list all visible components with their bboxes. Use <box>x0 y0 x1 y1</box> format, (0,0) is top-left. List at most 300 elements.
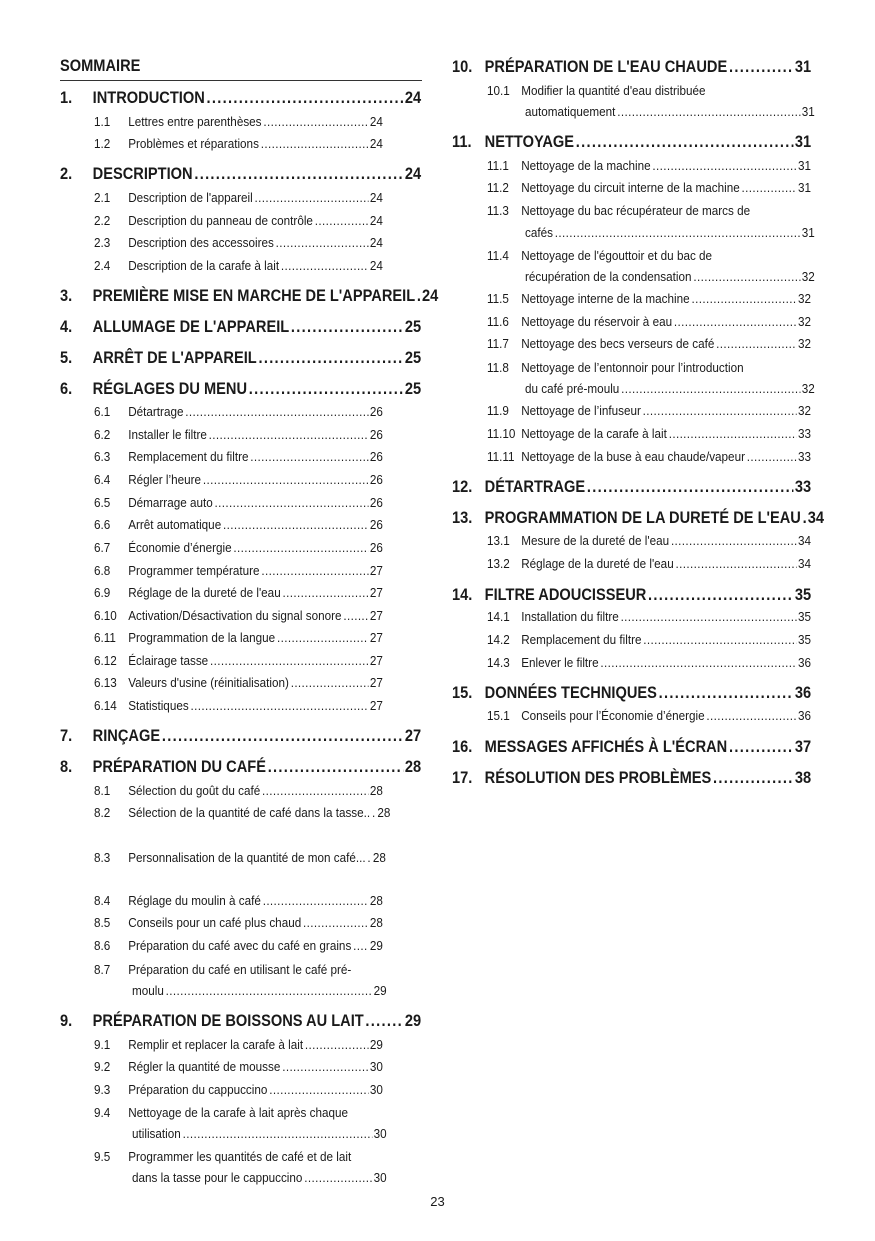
subsection-number: 2.1 <box>94 190 111 205</box>
section-number: 17. <box>452 768 473 787</box>
subsection-title: Modifier la quantité d'eau distribuée <box>521 83 706 98</box>
dot-leader <box>587 477 793 497</box>
subsection-page: 32 <box>801 381 815 396</box>
toc-section-entry[interactable] <box>60 757 421 777</box>
subsection-page: 34 <box>797 556 811 571</box>
section-page: 34 <box>807 508 825 527</box>
subsection-title: Personnalisation de la quantité de mon café... <box>128 850 366 865</box>
subsection-page: 32 <box>797 314 811 329</box>
subsection-number: 11.3 <box>487 203 509 218</box>
subsection-title: Nettoyage de l'égouttoir et du bac de <box>521 248 713 263</box>
dot-leader <box>268 757 403 777</box>
toc-subsection-entry[interactable] <box>94 213 383 228</box>
section-page: 38 <box>794 768 812 787</box>
subsection-title: Activation/Désactivation du signal sonore <box>128 608 342 623</box>
subsection-number: 8.5 <box>94 915 111 930</box>
dot-leader <box>281 258 368 273</box>
toc-subsection-entry[interactable] <box>94 653 383 668</box>
toc-subsection-entry[interactable] <box>94 675 383 690</box>
toc-subsection-entry[interactable] <box>94 472 383 487</box>
toc-section-entry[interactable] <box>60 286 439 306</box>
section-title: PROGRAMMATION DE LA DURETÉ DE L'EAU <box>484 508 801 527</box>
section-number: 10. <box>452 57 473 76</box>
toc-section-entry[interactable] <box>60 1011 421 1031</box>
toc-section-entry[interactable] <box>60 379 421 399</box>
subsection-number: 14.3 <box>487 655 510 670</box>
dot-leader <box>303 915 368 930</box>
subsection-title: Remplacement du filtre <box>521 632 642 647</box>
subsection-title: Lettres entre parenthèses <box>128 114 262 129</box>
toc-subsection-entry[interactable] <box>487 203 811 218</box>
subsection-page: 30 <box>369 1059 383 1074</box>
toc-subsection-entry[interactable] <box>94 517 383 532</box>
dot-leader <box>576 132 793 152</box>
dot-leader <box>190 698 368 713</box>
subsection-page: 35 <box>797 632 811 647</box>
section-title: MESSAGES AFFICHÉS À L'ÉCRAN <box>484 737 728 756</box>
subsection-page: 26 <box>369 427 383 442</box>
subsection-number: 10.1 <box>487 83 510 98</box>
dot-leader <box>209 427 368 442</box>
section-number: 5. <box>60 348 73 367</box>
section-page: 33 <box>794 477 812 496</box>
subsection-number: 6.10 <box>94 608 117 623</box>
section-number: 4. <box>60 317 73 336</box>
dot-leader <box>417 286 420 306</box>
subsection-number: 6.6 <box>94 517 111 532</box>
subsection-number: 14.1 <box>487 609 510 624</box>
subsection-page: 30 <box>373 1170 387 1185</box>
section-title: RÉGLAGES DU MENU <box>92 379 248 398</box>
subsection-title: Arrêt automatique <box>128 517 222 532</box>
section-title: DESCRIPTION <box>92 164 193 183</box>
dot-leader <box>713 768 793 788</box>
dot-leader <box>203 472 368 487</box>
subsection-page: 30 <box>369 1082 383 1097</box>
toc-subsection-entry[interactable] <box>487 158 811 173</box>
dot-leader <box>315 213 368 228</box>
subsection-title: Mesure de la dureté de l'eau <box>521 533 670 548</box>
subsection-number: 6.8 <box>94 563 111 578</box>
subsection-page: 29 <box>369 1037 383 1052</box>
subsection-title: Conseils pour l’Économie d’énergie <box>521 708 705 723</box>
subsection-title: Économie d’énergie <box>128 540 232 555</box>
toc-subsection-entry[interactable] <box>94 427 383 442</box>
dot-leader <box>166 983 372 998</box>
dot-leader <box>659 683 794 703</box>
toc-subsection-entry[interactable] <box>94 962 383 977</box>
subsection-title: Nettoyage de la carafe à lait après chaque <box>128 1105 349 1120</box>
dot-leader <box>250 449 368 464</box>
subsection-number: 11.11 <box>487 449 515 464</box>
subsection-title: Description du panneau de contrôle <box>128 213 313 228</box>
dot-leader <box>621 609 797 624</box>
section-title: ARRÊT DE L'APPAREIL <box>92 348 257 367</box>
subsection-page: 33 <box>797 426 811 441</box>
dot-leader <box>674 314 796 329</box>
dot-leader <box>276 235 368 250</box>
section-number: 2. <box>60 164 73 183</box>
dot-leader <box>706 708 796 723</box>
toc-section-entry[interactable] <box>452 477 811 497</box>
dot-leader <box>643 403 796 418</box>
subsection-page: 27 <box>369 698 383 713</box>
toc-subsection-entry[interactable] <box>94 805 391 820</box>
toc-subsection-entry[interactable] <box>94 136 383 151</box>
subsection-title: Nettoyage du circuit interne de la machine <box>521 180 740 195</box>
subsection-number: 8.2 <box>94 805 111 820</box>
toc-subsection-entry[interactable] <box>487 314 811 329</box>
subsection-title: Problèmes et réparations <box>128 136 259 151</box>
toc-subsection-entry[interactable] <box>487 556 811 571</box>
toc-subsection-entry[interactable] <box>94 585 383 600</box>
section-title: ALLUMAGE DE L'APPAREIL <box>92 317 290 336</box>
subsection-title: Détartrage <box>128 404 184 419</box>
subsection-page: 27 <box>369 653 383 668</box>
toc-subsection-entry[interactable] <box>487 180 811 195</box>
toc-subsection-entry[interactable] <box>94 850 386 865</box>
toc-subsection-entry[interactable] <box>487 403 811 418</box>
dot-leader <box>206 88 403 108</box>
dot-leader <box>223 517 368 532</box>
dot-leader <box>367 850 371 865</box>
subsection-title: Conseils pour un café plus chaud <box>128 915 302 930</box>
section-page: 25 <box>404 348 422 367</box>
dot-leader <box>372 805 376 820</box>
subsection-title: Démarrage auto <box>128 495 213 510</box>
dot-leader <box>283 585 369 600</box>
subsection-page: 32 <box>797 403 811 418</box>
toc-subsection-entry[interactable] <box>94 563 383 578</box>
subsection-title: Enlever le filtre <box>521 655 599 670</box>
subsection-number: 2.2 <box>94 213 111 228</box>
subsection-number: 15.1 <box>487 708 510 723</box>
toc-section-entry[interactable] <box>452 768 811 788</box>
dot-leader <box>669 426 796 441</box>
toc-subsection-entry[interactable] <box>487 83 811 98</box>
subsection-page: 28 <box>369 893 383 908</box>
subsection-page: 27 <box>369 563 383 578</box>
subsection-page: 24 <box>369 190 383 205</box>
subsection-page: 32 <box>797 291 811 306</box>
toc-section-entry[interactable] <box>452 683 811 703</box>
subsection-page: 26 <box>369 517 383 532</box>
toc-subsection-entry[interactable] <box>94 114 383 129</box>
toc-subsection-entry[interactable] <box>487 360 811 375</box>
section-number: 6. <box>60 379 73 398</box>
section-title: PRÉPARATION DE L'EAU CHAUDE <box>484 57 728 76</box>
section-title: PRÉPARATION DE BOISSONS AU LAIT <box>92 1011 364 1030</box>
subsection-number: 6.2 <box>94 427 111 442</box>
subsection-number: 2.4 <box>94 258 111 273</box>
subsection-number: 11.8 <box>487 360 509 375</box>
subsection-title: Préparation du café en utilisant le café pré- <box>128 962 352 977</box>
subsection-title: Programmer température <box>128 563 260 578</box>
section-title: NETTOYAGE <box>484 132 575 151</box>
dot-leader <box>282 1059 368 1074</box>
section-title: DONNÉES TECHNIQUES <box>484 683 657 702</box>
section-page: 24 <box>404 88 422 107</box>
dot-leader <box>194 164 403 184</box>
toc-subsection-entry[interactable] <box>94 938 383 953</box>
subsection-page: 31 <box>797 158 811 173</box>
subsection-number: 11.9 <box>487 403 509 418</box>
dot-leader <box>693 269 800 284</box>
dot-leader <box>742 180 797 195</box>
toc-subsection-entry[interactable] <box>94 783 383 798</box>
subsection-page: 29 <box>369 938 383 953</box>
toc-section-entry[interactable] <box>60 88 421 108</box>
subsection-title: Régler la quantité de mousse <box>128 1059 281 1074</box>
section-page: 24 <box>422 286 439 305</box>
dot-leader <box>304 1170 372 1185</box>
subsection-number: 6.9 <box>94 585 111 600</box>
toc-section-entry[interactable] <box>452 508 825 528</box>
subsection-title: Sélection de la quantité de café dans la tasse.. <box>128 805 371 820</box>
subsection-number: 8.6 <box>94 938 111 953</box>
section-title: PREMIÈRE MISE EN MARCHE DE L'APPAREIL <box>92 286 416 305</box>
subsection-title: Réglage de la dureté de l'eau <box>521 556 674 571</box>
toc-subsection-entry[interactable] <box>94 190 383 205</box>
section-page: 29 <box>404 1011 422 1030</box>
subsection-title: Éclairage tasse <box>128 653 209 668</box>
section-title: RINÇAGE <box>92 726 161 745</box>
subsection-number: 2.3 <box>94 235 111 250</box>
toc-subsection-entry[interactable] <box>94 608 383 623</box>
toc-subsection-entry[interactable] <box>487 632 811 647</box>
subsection-page: 30 <box>373 1126 387 1141</box>
subsection-title: Installation du filtre <box>521 609 619 624</box>
subsection-title: Réglage de la dureté de l'eau <box>128 585 281 600</box>
subsection-page: 28 <box>369 783 383 798</box>
dot-leader <box>210 653 368 668</box>
toc-subsection-entry[interactable] <box>487 708 811 723</box>
subsection-title: Nettoyage de l’infuseur <box>521 403 641 418</box>
toc-subsection-entry[interactable] <box>94 1105 383 1120</box>
subsection-page: 31 <box>801 104 815 119</box>
subsection-title-cont: utilisation <box>132 1126 181 1141</box>
section-page: 25 <box>404 317 422 336</box>
subsection-page: 24 <box>369 136 383 151</box>
dot-leader <box>258 348 403 368</box>
toc-subsection-entry[interactable] <box>94 235 383 250</box>
section-title: FILTRE ADOUCISSEUR <box>484 585 647 604</box>
section-number: 16. <box>452 737 473 756</box>
subsection-page: 28 <box>369 915 383 930</box>
subsection-number: 1.1 <box>94 114 111 129</box>
dot-leader <box>691 291 796 306</box>
toc-section-entry[interactable] <box>452 132 811 152</box>
dot-leader <box>263 114 368 129</box>
subsection-number: 6.7 <box>94 540 111 555</box>
subsection-page: 36 <box>797 708 811 723</box>
dot-leader <box>261 136 368 151</box>
toc-subsection-entry[interactable] <box>487 336 811 351</box>
toc-subsection-entry[interactable] <box>94 258 383 273</box>
subsection-page: 24 <box>369 213 383 228</box>
subsection-number: 6.5 <box>94 495 111 510</box>
dot-leader <box>185 404 368 419</box>
subsection-number: 9.1 <box>94 1037 111 1052</box>
subsection-title: Description de la carafe à lait <box>128 258 280 273</box>
dot-leader <box>676 556 797 571</box>
toc-subsection-entry[interactable] <box>94 495 383 510</box>
dot-leader <box>600 655 796 670</box>
dot-leader <box>269 1082 368 1097</box>
section-number: 15. <box>452 683 473 702</box>
toc-subsection-entry[interactable] <box>94 404 383 419</box>
toc-subsection-entry[interactable] <box>94 893 383 908</box>
section-title: RÉSOLUTION DES PROBLÈMES <box>484 768 712 787</box>
dot-leader <box>555 225 800 240</box>
dot-leader <box>291 675 368 690</box>
subsection-page: 26 <box>369 449 383 464</box>
toc-title: SOMMAIRE <box>60 56 141 75</box>
dot-leader <box>255 190 369 205</box>
section-page: 37 <box>794 737 812 756</box>
toc-section-entry[interactable] <box>452 585 811 605</box>
toc-section-entry[interactable] <box>60 348 421 368</box>
subsection-number: 8.1 <box>94 783 111 798</box>
section-page: 24 <box>404 164 422 183</box>
subsection-number: 11.4 <box>487 248 509 263</box>
dot-leader <box>249 379 403 399</box>
subsection-title-cont: du café pré-moulu <box>525 381 620 396</box>
subsection-continuation <box>525 225 815 240</box>
subsection-number: 13.1 <box>487 533 510 548</box>
dot-leader <box>262 783 368 798</box>
dot-leader <box>215 495 369 510</box>
toc-subsection-entry[interactable] <box>94 540 383 555</box>
subsection-number: 6.11 <box>94 630 116 645</box>
subsection-page: 24 <box>369 258 383 273</box>
dot-leader <box>803 508 806 528</box>
subsection-number: 6.4 <box>94 472 111 487</box>
subsection-page: 26 <box>369 495 383 510</box>
section-page: 27 <box>404 726 422 745</box>
toc-subsection-entry[interactable] <box>487 426 811 441</box>
subsection-title-cont: dans la tasse pour le cappuccino <box>132 1170 303 1185</box>
subsection-title: Nettoyage interne de la machine <box>521 291 690 306</box>
dot-leader <box>343 608 368 623</box>
subsection-title: Remplir et replacer la carafe à lait <box>128 1037 304 1052</box>
dot-leader <box>305 1037 368 1052</box>
subsection-title: Nettoyage de la carafe à lait <box>521 426 667 441</box>
section-number: 11. <box>452 132 472 151</box>
subsection-title: Régler l’heure <box>128 472 202 487</box>
toc-section-entry[interactable] <box>60 164 421 184</box>
toc-section-entry[interactable] <box>60 726 421 746</box>
subsection-number: 11.5 <box>487 291 509 306</box>
dot-leader <box>643 632 796 647</box>
toc-subsection-entry[interactable] <box>94 1149 383 1164</box>
subsection-number: 11.1 <box>487 158 509 173</box>
subsection-title: Nettoyage du bac récupérateur de marcs de <box>521 203 751 218</box>
toc-section-entry[interactable] <box>452 737 811 757</box>
subsection-continuation <box>525 104 815 119</box>
subsection-page: 27 <box>369 675 383 690</box>
subsection-number: 1.2 <box>94 136 111 151</box>
subsection-page: 24 <box>369 235 383 250</box>
dot-leader <box>621 381 800 396</box>
subsection-page: 32 <box>801 269 815 284</box>
toc-subsection-entry[interactable] <box>94 698 383 713</box>
toc-subsection-entry[interactable] <box>94 630 383 645</box>
section-page: 31 <box>794 57 812 76</box>
toc-section-entry[interactable] <box>452 57 811 77</box>
dot-leader <box>652 158 796 173</box>
toc-subsection-entry[interactable] <box>94 915 383 930</box>
subsection-title: Nettoyage de l’entonnoir pour l’introduction <box>521 360 744 375</box>
subsection-title: Description de l'appareil <box>128 190 253 205</box>
subsection-number: 13.2 <box>487 556 510 571</box>
toc-subsection-entry[interactable] <box>487 248 811 263</box>
subsection-number: 6.12 <box>94 653 117 668</box>
toc-subsection-entry[interactable] <box>94 1059 383 1074</box>
subsection-number: 9.4 <box>94 1105 111 1120</box>
subsection-page: 29 <box>373 983 387 998</box>
subsection-title: Réglage du moulin à café <box>128 893 261 908</box>
subsection-number: 9.2 <box>94 1059 111 1074</box>
dot-leader <box>716 336 796 351</box>
dot-leader <box>353 938 368 953</box>
subsection-title: Préparation du cappuccino <box>128 1082 268 1097</box>
section-number: 7. <box>60 726 73 745</box>
subsection-number: 9.3 <box>94 1082 111 1097</box>
subsection-number: 8.4 <box>94 893 111 908</box>
section-page: 35 <box>794 585 812 604</box>
subsection-title: Programmer les quantités de café et de lait <box>128 1149 352 1164</box>
dot-leader <box>263 893 368 908</box>
section-number: 14. <box>452 585 473 604</box>
subsection-title: Installer le filtre <box>128 427 207 442</box>
subsection-title: Programmation de la langue <box>128 630 276 645</box>
subsection-title: Sélection du goût du café <box>128 783 261 798</box>
subsection-title: Préparation du café avec du café en grains <box>128 938 352 953</box>
toc-section-entry[interactable] <box>60 317 421 337</box>
subsection-page: 28 <box>372 850 386 865</box>
section-title: INTRODUCTION <box>92 88 205 107</box>
toc-subsection-entry[interactable] <box>94 1037 383 1052</box>
section-page: 36 <box>794 683 812 702</box>
subsection-continuation <box>525 381 815 396</box>
toc-subsection-entry[interactable] <box>487 655 811 670</box>
toc-subsection-entry[interactable] <box>487 533 811 548</box>
section-page: 25 <box>404 379 422 398</box>
dot-leader <box>365 1011 403 1031</box>
toc-subsection-entry[interactable] <box>94 1082 383 1097</box>
subsection-page: 31 <box>801 225 815 240</box>
subsection-continuation <box>132 1126 387 1141</box>
dot-leader <box>648 585 793 605</box>
dot-leader <box>162 726 403 746</box>
toc-subsection-entry[interactable] <box>487 609 811 624</box>
dot-leader <box>729 737 793 757</box>
subsection-page: 33 <box>797 449 811 464</box>
toc-subsection-entry[interactable] <box>94 449 383 464</box>
section-number: 12. <box>452 477 473 496</box>
page-number: 23 <box>430 1194 445 1209</box>
subsection-number: 11.10 <box>487 426 516 441</box>
toc-subsection-entry[interactable] <box>487 449 811 464</box>
toc-subsection-entry[interactable] <box>487 291 811 306</box>
section-number: 9. <box>60 1011 73 1030</box>
subsection-number: 6.13 <box>94 675 117 690</box>
subsection-title: Description des accessoires <box>128 235 274 250</box>
subsection-continuation <box>132 1170 387 1185</box>
section-title: PRÉPARATION DU CAFÉ <box>92 757 266 776</box>
subsection-title-cont: récupération de la condensation <box>525 269 692 284</box>
